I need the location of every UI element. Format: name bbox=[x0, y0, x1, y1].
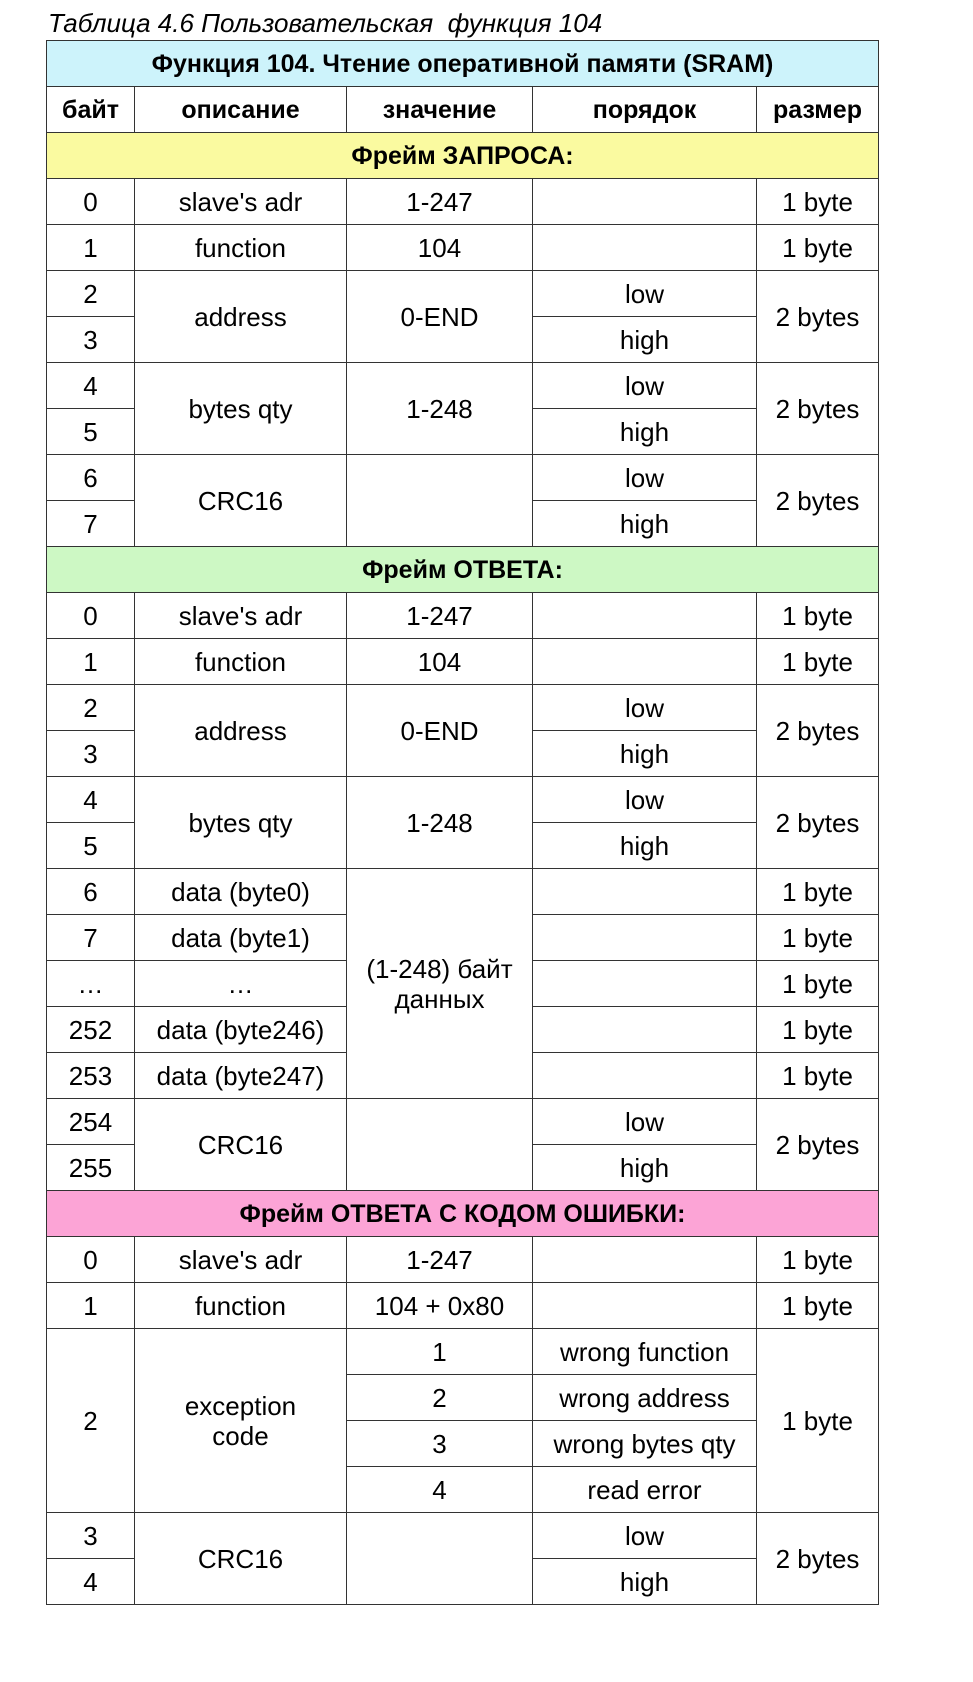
cell-order: high bbox=[533, 501, 757, 547]
cell-size: 1 byte bbox=[757, 1283, 879, 1329]
cell-size: 1 byte bbox=[757, 1053, 879, 1099]
cell-order: wrong function bbox=[533, 1329, 757, 1375]
cell-byte: 3 bbox=[47, 317, 135, 363]
cell-byte: 254 bbox=[47, 1099, 135, 1145]
cell-value: 1 bbox=[347, 1329, 533, 1375]
table-row bbox=[47, 225, 879, 271]
table-title: Функция 104. Чтение оперативной памяти (SRAM) bbox=[47, 41, 879, 87]
table-row bbox=[47, 777, 879, 823]
cell-value: 1-247 bbox=[347, 179, 533, 225]
cell-value: 3 bbox=[347, 1421, 533, 1467]
cell-description: bytes qty bbox=[135, 777, 347, 869]
cell-byte: 252 bbox=[47, 1007, 135, 1053]
cell-order: low bbox=[533, 455, 757, 501]
table-row bbox=[47, 1329, 879, 1375]
cell-byte: 1 bbox=[47, 225, 135, 271]
cell-size: 1 byte bbox=[757, 225, 879, 271]
cell-size: 1 byte bbox=[757, 639, 879, 685]
cell-order: low bbox=[533, 363, 757, 409]
cell-order bbox=[533, 225, 757, 271]
section-request-row bbox=[47, 133, 879, 179]
cell-byte: 0 bbox=[47, 179, 135, 225]
cell-size: 2 bytes bbox=[757, 1099, 879, 1191]
cell-byte: 6 bbox=[47, 869, 135, 915]
table-row bbox=[47, 1513, 879, 1559]
cell-size: 1 byte bbox=[757, 179, 879, 225]
cell-size: 2 bytes bbox=[757, 363, 879, 455]
cell-value: 104 + 0x80 bbox=[347, 1283, 533, 1329]
cell-order: read error bbox=[533, 1467, 757, 1513]
cell-description: data (byte1) bbox=[135, 915, 347, 961]
cell-value: 1-247 bbox=[347, 593, 533, 639]
cell-order: high bbox=[533, 409, 757, 455]
cell-byte: 5 bbox=[47, 823, 135, 869]
cell-order bbox=[533, 961, 757, 1007]
cell-order bbox=[533, 915, 757, 961]
title-row bbox=[47, 41, 879, 87]
cell-order bbox=[533, 869, 757, 915]
cell-value: 2 bbox=[347, 1375, 533, 1421]
cell-size: 1 byte bbox=[757, 593, 879, 639]
function-104-table bbox=[46, 40, 879, 1605]
cell-description: function bbox=[135, 639, 347, 685]
table-row bbox=[47, 639, 879, 685]
cell-value: 1-247 bbox=[347, 1237, 533, 1283]
table-row bbox=[47, 363, 879, 409]
cell-size: 2 bytes bbox=[757, 777, 879, 869]
cell-description: slave's adr bbox=[135, 593, 347, 639]
cell-description: slave's adr bbox=[135, 1237, 347, 1283]
cell-size: 1 byte bbox=[757, 1329, 879, 1513]
cell-order bbox=[533, 1053, 757, 1099]
cell-value-data: (1-248) байт данных bbox=[347, 869, 533, 1099]
cell-byte: 7 bbox=[47, 501, 135, 547]
cell-description: CRC16 bbox=[135, 455, 347, 547]
cell-value: 0-END bbox=[347, 685, 533, 777]
cell-value: 104 bbox=[347, 225, 533, 271]
cell-description: data (byte246) bbox=[135, 1007, 347, 1053]
col-header-value: значение bbox=[347, 87, 533, 133]
col-header-byte: байт bbox=[47, 87, 135, 133]
cell-byte: 3 bbox=[47, 731, 135, 777]
cell-order bbox=[533, 179, 757, 225]
cell-description: address bbox=[135, 685, 347, 777]
cell-byte: 4 bbox=[47, 1559, 135, 1605]
col-header-description: описание bbox=[135, 87, 347, 133]
cell-size: 2 bytes bbox=[757, 455, 879, 547]
cell-order: wrong bytes qty bbox=[533, 1421, 757, 1467]
cell-description: CRC16 bbox=[135, 1513, 347, 1605]
cell-value bbox=[347, 455, 533, 547]
cell-byte: 255 bbox=[47, 1145, 135, 1191]
cell-order: high bbox=[533, 823, 757, 869]
table-row bbox=[47, 1283, 879, 1329]
section-error-row bbox=[47, 1191, 879, 1237]
cell-description: bytes qty bbox=[135, 363, 347, 455]
cell-value: 4 bbox=[347, 1467, 533, 1513]
table-row bbox=[47, 869, 879, 915]
cell-byte: 253 bbox=[47, 1053, 135, 1099]
cell-size: 1 byte bbox=[757, 1007, 879, 1053]
cell-description: … bbox=[135, 961, 347, 1007]
section-response-row bbox=[47, 547, 879, 593]
cell-order: high bbox=[533, 731, 757, 777]
cell-description: data (byte247) bbox=[135, 1053, 347, 1099]
table-row bbox=[47, 271, 879, 317]
cell-order: low bbox=[533, 271, 757, 317]
cell-order: high bbox=[533, 317, 757, 363]
cell-size: 1 byte bbox=[757, 915, 879, 961]
table-row bbox=[47, 685, 879, 731]
cell-description: exception code bbox=[135, 1329, 347, 1513]
table-row bbox=[47, 593, 879, 639]
cell-description: data (byte0) bbox=[135, 869, 347, 915]
cell-value: 0-END bbox=[347, 271, 533, 363]
cell-size: 1 byte bbox=[757, 961, 879, 1007]
cell-byte: 4 bbox=[47, 777, 135, 823]
col-header-order: порядок bbox=[533, 87, 757, 133]
table-row bbox=[47, 1237, 879, 1283]
cell-description: function bbox=[135, 1283, 347, 1329]
cell-byte: 2 bbox=[47, 1329, 135, 1513]
cell-byte: 7 bbox=[47, 915, 135, 961]
cell-value: 1-248 bbox=[347, 363, 533, 455]
header-row bbox=[47, 87, 879, 133]
cell-byte: 4 bbox=[47, 363, 135, 409]
cell-size: 1 byte bbox=[757, 1237, 879, 1283]
cell-order bbox=[533, 1237, 757, 1283]
table-caption: Таблица 4.6 Пользовательская функция 104 bbox=[48, 8, 603, 38]
cell-value: 104 bbox=[347, 639, 533, 685]
cell-value: 1-248 bbox=[347, 777, 533, 869]
section-request-heading: Фрейм ЗАПРОСА: bbox=[47, 133, 879, 179]
cell-order: high bbox=[533, 1559, 757, 1605]
cell-order: low bbox=[533, 1099, 757, 1145]
cell-description: function bbox=[135, 225, 347, 271]
col-header-size: размер bbox=[757, 87, 879, 133]
cell-size: 2 bytes bbox=[757, 271, 879, 363]
cell-description: address bbox=[135, 271, 347, 363]
cell-byte: 6 bbox=[47, 455, 135, 501]
cell-byte: 3 bbox=[47, 1513, 135, 1559]
cell-byte: 2 bbox=[47, 271, 135, 317]
section-error-heading: Фрейм ОТВЕТА С КОДОМ ОШИБКИ: bbox=[47, 1191, 879, 1237]
cell-value bbox=[347, 1513, 533, 1605]
section-response-heading: Фрейм ОТВЕТА: bbox=[47, 547, 879, 593]
cell-byte: 1 bbox=[47, 1283, 135, 1329]
cell-byte: 0 bbox=[47, 593, 135, 639]
cell-byte: 2 bbox=[47, 685, 135, 731]
cell-order: low bbox=[533, 1513, 757, 1559]
table-row bbox=[47, 455, 879, 501]
cell-order bbox=[533, 1007, 757, 1053]
cell-order: low bbox=[533, 685, 757, 731]
cell-order: wrong address bbox=[533, 1375, 757, 1421]
cell-order bbox=[533, 1283, 757, 1329]
cell-size: 2 bytes bbox=[757, 1513, 879, 1605]
cell-order bbox=[533, 593, 757, 639]
cell-description: slave's adr bbox=[135, 179, 347, 225]
cell-size: 1 byte bbox=[757, 869, 879, 915]
cell-order bbox=[533, 639, 757, 685]
cell-order: low bbox=[533, 777, 757, 823]
cell-byte: … bbox=[47, 961, 135, 1007]
cell-value bbox=[347, 1099, 533, 1191]
cell-order: high bbox=[533, 1145, 757, 1191]
cell-byte: 1 bbox=[47, 639, 135, 685]
cell-size: 2 bytes bbox=[757, 685, 879, 777]
cell-byte: 0 bbox=[47, 1237, 135, 1283]
table-row bbox=[47, 179, 879, 225]
cell-description: CRC16 bbox=[135, 1099, 347, 1191]
cell-byte: 5 bbox=[47, 409, 135, 455]
table-row bbox=[47, 1099, 879, 1145]
